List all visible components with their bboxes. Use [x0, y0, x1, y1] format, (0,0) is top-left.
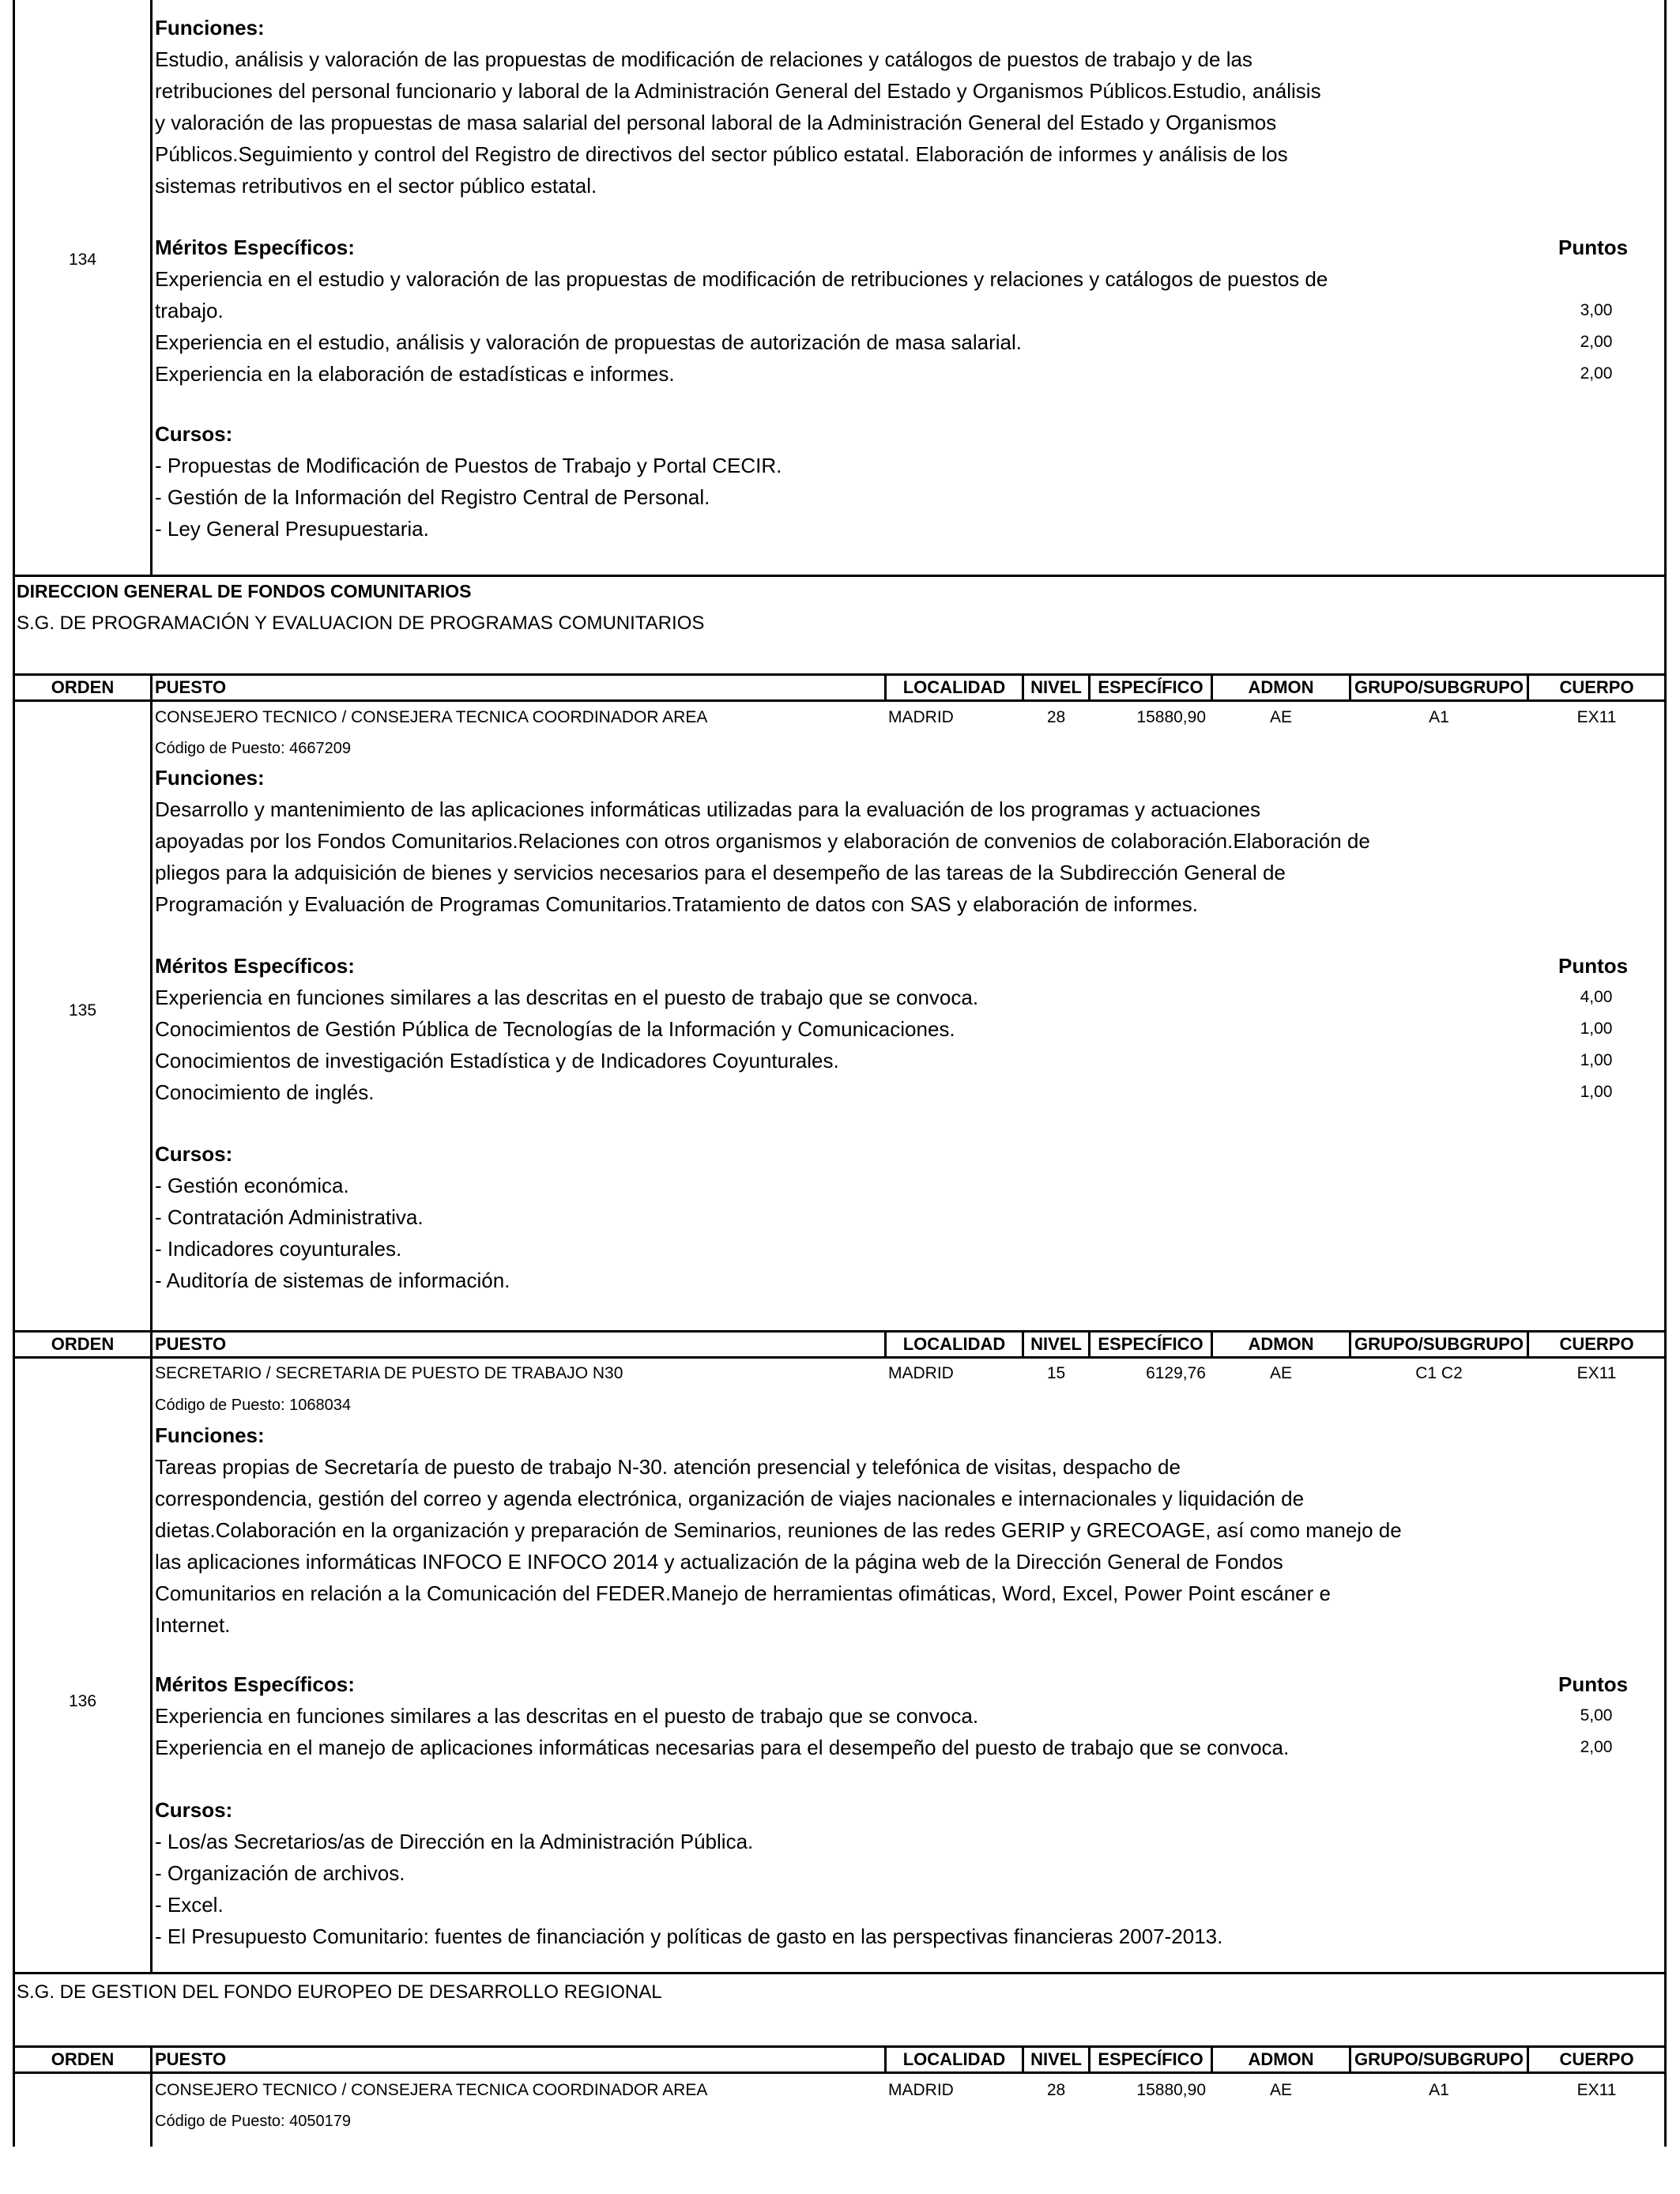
subdireccion-title: S.G. DE PROGRAMACIÓN Y EVALUACION DE PROGRAMAS COMUNITARIOS: [17, 613, 705, 634]
meritos-list: [155, 1700, 1289, 1763]
meritos-list: [155, 263, 1328, 390]
puntos-list: [1557, 1700, 1636, 1763]
funciones-text: Estudio, análisis y valoración de las propuestas de modificación de relaciones y catálogos de puestos de trabajo y de las retribuciones del personal funcionario y laboral de la Administración General del Estado y Organismos Públicos.Estudio, análisis y valoración de las propuestas de masa salarial del personal laboral de la Administración General del Estado y Organismos Públicos.Seguimiento y control del Registro de directivos del sector público estatal. Elaboración de informes y análisis de los sistemas retributivos en el sector público estatal.: [155, 47, 1321, 198]
funciones-text: Desarrollo y mantenimiento de las aplicaciones informáticas utilizadas para la evaluación de los programas y actuaciones apoyadas por los Fondos Comunitarios.Relaciones con otros organismos y elaboración de convenios de colaboración.Elaboración de pliegos para la adquisición de bienes y servicios necesarios para el desempeño de las tareas de la Subdirección General de Programación y Evaluación de Programas Comunitarios.Tratamiento de datos con SAS y elaboración de informes.: [155, 797, 1370, 916]
merito-item: Conocimientos de Gestión Pública de Tecnologías de la Información y Comunicaciones.: [155, 1017, 955, 1041]
cuerpo: EX11: [1576, 2081, 1617, 2099]
admon: AE: [1269, 2081, 1292, 2099]
cuerpo: EX11: [1576, 1364, 1617, 1382]
puntos-value: 1,00: [1580, 1083, 1613, 1101]
left-border: [13, 0, 15, 2147]
localidad: MADRID: [888, 1364, 954, 1382]
cursos-title: Cursos:: [155, 1142, 233, 1166]
nivel: 28: [1046, 2081, 1066, 2099]
orden-number: 135: [68, 1001, 97, 1020]
curso-item: - Gestión de la Información del Registro Central de Personal.: [155, 485, 710, 509]
orden-separator-134: [150, 0, 153, 575]
curso-item: - Auditoría de sistemas de información.: [155, 1269, 510, 1292]
puntos-value: 2,00: [1580, 1738, 1613, 1756]
orden-number: 136: [68, 1692, 97, 1710]
orden-separator-135: [150, 674, 153, 1330]
curso-item: - El Presupuesto Comunitario: fuentes de financiación y políticas de gasto en las perspectivas financieras 2007-2013.: [155, 1924, 1223, 1948]
grupo: A1: [1429, 2081, 1449, 2099]
merito-item: Conocimiento de inglés.: [155, 1080, 375, 1104]
cuerpo: EX11: [1576, 708, 1617, 726]
merito-item: Experiencia en el estudio y valoración de las propuestas de modificación de retribuciones y relaciones y catálogos de puestos de: [155, 267, 1328, 291]
grupo: C1 C2: [1415, 1364, 1463, 1382]
puntos-value: 5,00: [1580, 1706, 1613, 1725]
merito-item: Experiencia en la elaboración de estadísticas e informes.: [155, 362, 675, 386]
curso-item: - Gestión económica.: [155, 1174, 349, 1197]
section-divider-2: [13, 1972, 1667, 1974]
puntos-value: 2,00: [1580, 333, 1613, 351]
localidad: MADRID: [888, 708, 954, 726]
curso-item: - Ley General Presupuestaria.: [155, 517, 429, 541]
puntos-value: 1,00: [1580, 1051, 1613, 1069]
curso-item: - Contratación Administrativa.: [155, 1205, 424, 1229]
admon: AE: [1269, 708, 1292, 726]
puntos-value: 1,00: [1580, 1020, 1613, 1038]
curso-item: - Indicadores coyunturales.: [155, 1237, 402, 1261]
direccion-title: DIRECCION GENERAL DE FONDOS COMUNITARIOS: [17, 581, 472, 601]
puntos-title: Puntos: [1558, 236, 1629, 259]
nivel: 28: [1046, 708, 1066, 726]
meritos-list: [155, 982, 978, 1108]
merito-item: Experiencia en el estudio, análisis y valoración de propuestas de autorización de masa salarial.: [155, 330, 1022, 354]
puntos-title: Puntos: [1558, 954, 1629, 978]
merito-item: trabajo.: [155, 299, 224, 322]
puntos-value: 2,00: [1580, 364, 1613, 383]
puntos-value: 4,00: [1580, 988, 1613, 1006]
meritos-title: Méritos Específicos:: [155, 1672, 355, 1696]
cursos-list: [155, 450, 782, 545]
puntos-list: [1557, 263, 1636, 390]
section-divider: [13, 575, 1667, 577]
curso-item: - Excel.: [155, 1893, 224, 1917]
nivel: 15: [1046, 1364, 1066, 1382]
curso-item: - Organización de archivos.: [155, 1861, 405, 1885]
merito-item: Experiencia en funciones similares a las descritas en el puesto de trabajo que se convoca.: [155, 986, 979, 1009]
meritos-title: Méritos Específicos:: [155, 954, 355, 978]
orden-number: 134: [68, 251, 97, 269]
puesto-name: CONSEJERO TECNICO / CONSEJERA TECNICA COORDINADOR AREA: [155, 708, 708, 726]
cursos-title: Cursos:: [155, 1798, 233, 1822]
curso-item: - Propuestas de Modificación de Puestos de Trabajo y Portal CECIR.: [155, 454, 782, 477]
orden-separator-137: [150, 2046, 153, 2147]
especifico: 15880,90: [1136, 708, 1206, 726]
cursos-list: [155, 1170, 510, 1296]
codigo-puesto: Código de Puesto: 4050179: [155, 2113, 351, 2130]
funciones-text: Tareas propias de Secretaría de puesto de trabajo N-30. atención presencial y telefónica de visitas, despacho de correspondencia, gestión del correo y agenda electrónica, organización de viajes nacionales e internacionales y liquidación de dietas.Colaboración en la organización y preparación de Seminarios, reuniones de las redes GERIP y GRECOAGE, así como manejo de las aplicaciones informáticas INFOCO E INFOCO 2014 y actualización de la página web de la Dirección General de Fondos Comunitarios en relación a la Comunicación del FEDER.Manejo de herramientas ofimáticas, Word, Excel, Power Point escáner e Internet.: [155, 1455, 1402, 1637]
especifico: 15880,90: [1136, 2081, 1206, 2099]
puntos-title: Puntos: [1558, 1672, 1629, 1696]
curso-item: - Los/as Secretarios/as de Dirección en la Administración Pública.: [155, 1830, 754, 1853]
puntos-list: [1557, 982, 1636, 1108]
puntos-value: 3,00: [1580, 301, 1613, 319]
merito-item: Conocimientos de investigación Estadística y de Indicadores Coyunturales.: [155, 1049, 839, 1072]
merito-item: Experiencia en el manejo de aplicaciones informáticas necesarias para el desempeño del puesto de trabajo que se convoca.: [155, 1736, 1290, 1759]
localidad: MADRID: [888, 2081, 954, 2099]
meritos-title: Méritos Específicos:: [155, 236, 355, 259]
funciones-title: Funciones:: [155, 1423, 265, 1447]
orden-separator-136: [150, 1330, 153, 1972]
puesto-name: CONSEJERO TECNICO / CONSEJERA TECNICA COORDINADOR AREA: [155, 2081, 708, 2099]
cursos-title: Cursos:: [155, 422, 233, 446]
codigo-puesto: Código de Puesto: 4667209: [155, 740, 351, 757]
especifico: 6129,76: [1146, 1364, 1206, 1382]
grupo: A1: [1429, 708, 1449, 726]
cursos-list: [155, 1826, 1222, 1952]
admon: AE: [1269, 1364, 1292, 1382]
subdireccion-title-2: S.G. DE GESTION DEL FONDO EUROPEO DE DESARROLLO REGIONAL: [17, 1981, 662, 2003]
right-border: [1664, 0, 1667, 2147]
merito-item: Experiencia en funciones similares a las descritas en el puesto de trabajo que se convoca.: [155, 1704, 979, 1728]
puntos-value: [1557, 263, 1636, 295]
puesto-name: SECRETARIO / SECRETARIA DE PUESTO DE TRABAJO N30: [155, 1364, 623, 1382]
funciones-title: Funciones:: [155, 766, 265, 790]
codigo-puesto: Código de Puesto: 1068034: [155, 1397, 351, 1414]
funciones-title: Funciones:: [155, 16, 265, 40]
